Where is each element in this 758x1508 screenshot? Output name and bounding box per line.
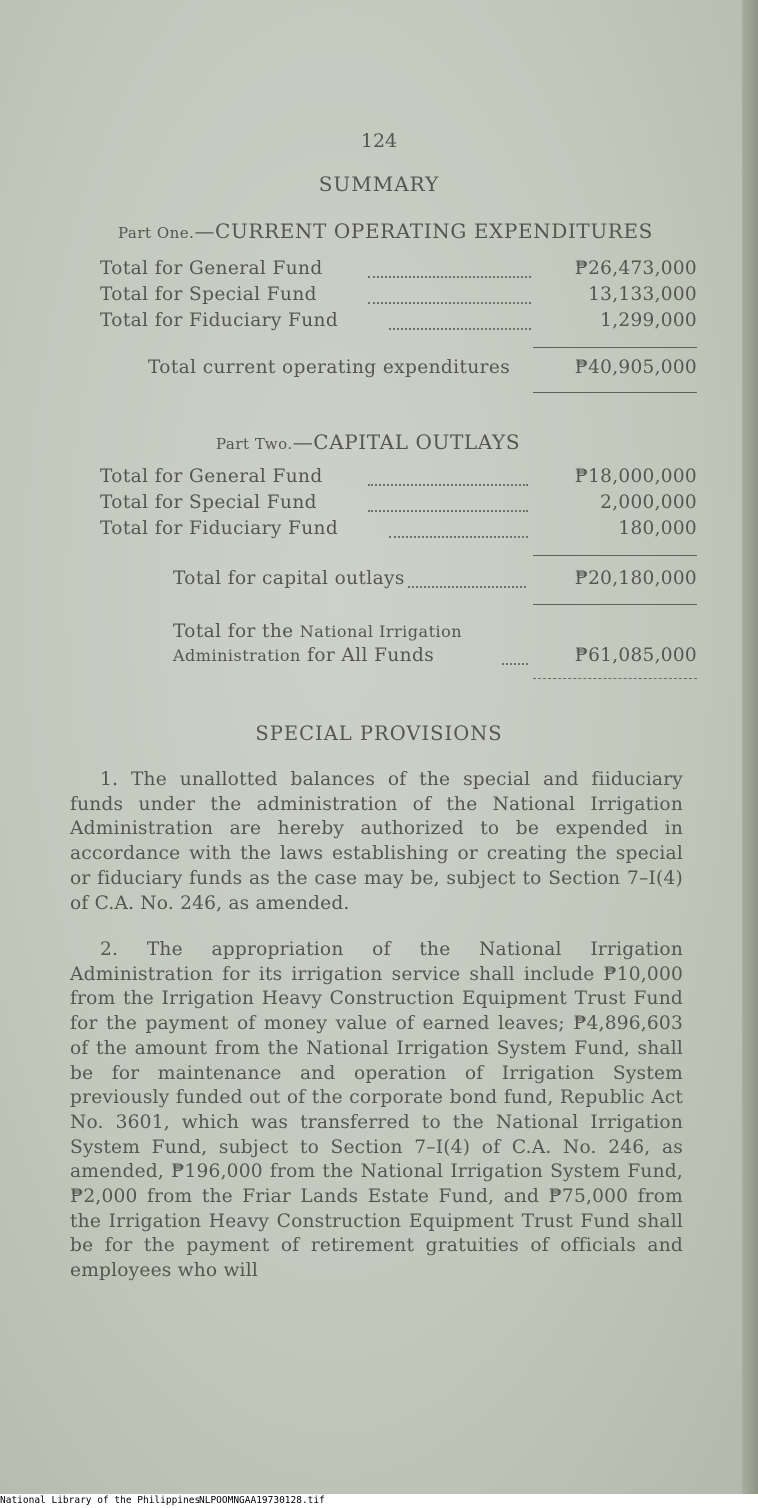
grand-total-prefix: Total for the [173, 621, 294, 642]
leader-dots [368, 262, 531, 278]
row-amount: 2,000,000 [600, 492, 697, 513]
total-amount: ₱20,180,000 [574, 568, 697, 589]
total-amount: ₱40,905,000 [574, 357, 697, 378]
part-two-row [100, 466, 697, 492]
page-edge-shadow [742, 0, 758, 1498]
total-label: Total current operating expenditures [148, 357, 511, 378]
part-two-dash: — [292, 430, 314, 454]
row-label: Total for General Fund [100, 466, 323, 487]
page-number: 124 [360, 130, 398, 152]
caption-source: National Library of the Philippines [0, 1495, 201, 1506]
provision-paragraph-2: 2. The appropriation of the National Irrigation Administration for its irrigation service shall include ₱10,000 from the Irrigation Heavy Construction Equipment Trust Fund for the payment of money value of earned leaves; ₱4,896,603 of the amount from the National Irrigation System Fund, shall be for maintenance and operation of Irrigation System previously funded out of the corporate bond fund, Republic Act No. 3601, which was transferred to the National Irrigation System Fund, subject to Section 7–I(4) of C.A. No. 246, as amended, ₱196,000 from the National Irrigation System Fund, ₱2,000 from the Friar Lands Estate Fund, and ₱75,000 from the Irrigation Heavy Construction Equipment Trust Fund shall be for the payment of retirement gratuities of officials and employees who will [70, 939, 683, 1282]
part-two-label: Part Two. [216, 435, 293, 453]
total-label: Total for capital outlays [173, 568, 405, 589]
caption-file: NLPOOMNGAA19730128.tif [199, 1495, 325, 1506]
grand-total-amount: ₱61,085,000 [574, 645, 697, 666]
row-amount: 180,000 [618, 518, 697, 539]
row-amount: 1,299,000 [600, 310, 697, 331]
row-label: Total for General Fund [100, 258, 323, 279]
part-two-title: CAPITAL OUTLAYS [313, 430, 521, 454]
subtotal-rule [533, 555, 697, 556]
leader-dots [389, 314, 531, 330]
grand-total-admin: Administration [173, 646, 301, 665]
grand-total-row [100, 645, 697, 671]
row-amount: 13,133,000 [588, 284, 697, 305]
leader-dots [368, 288, 531, 304]
part-one-row [100, 258, 697, 284]
leader-dots [368, 496, 528, 512]
part-one-row [100, 284, 697, 310]
part-one-title: CURRENT OPERATING EXPENDITURES [215, 219, 653, 243]
scan-caption [0, 1494, 758, 1508]
part-two-row [100, 492, 697, 518]
leader-dots [368, 470, 528, 486]
part-one-heading [118, 219, 653, 243]
part-two-row [100, 518, 697, 544]
special-provisions-title: SPECIAL PROVISIONS [255, 722, 503, 745]
row-label: Total for Fiduciary Fund [100, 310, 339, 331]
leader-dots [408, 572, 526, 588]
leader-dots [389, 522, 528, 538]
row-label: Total for Fiduciary Fund [100, 518, 339, 539]
grand-total-line1 [173, 621, 462, 642]
row-label: Total for Special Fund [100, 492, 317, 513]
part-one-dash: — [194, 219, 216, 243]
part-one-row [100, 310, 697, 336]
subtotal-rule [533, 347, 697, 348]
provision-paragraph-1: 1. The unallotted balances of the special and fiiduciary funds under the administration of the National Irrigation Administration are hereby authorized to be expended in accordance with the laws establishing or creating the special or fiduciary funds as the case may be, subject to Section 7–I(4) of C.A. No. 246, as amended. [70, 769, 683, 914]
grand-total-suffix: for All Funds [307, 645, 435, 666]
part-two-total-row [100, 568, 697, 594]
total-rule [533, 604, 697, 605]
row-amount: ₱26,473,000 [574, 258, 697, 279]
row-amount: ₱18,000,000 [574, 466, 697, 487]
part-two-heading [216, 430, 520, 454]
total-rule [533, 392, 697, 393]
leader-dots [502, 649, 528, 665]
summary-title: SUMMARY [318, 172, 440, 196]
part-one-total-row [100, 357, 697, 383]
row-label: Total for Special Fund [100, 284, 317, 305]
grand-total-agency: National Irrigation [299, 622, 463, 641]
grand-total-line2 [173, 645, 434, 666]
part-one-label: Part One. [118, 224, 195, 242]
grand-total-rule [533, 678, 697, 679]
